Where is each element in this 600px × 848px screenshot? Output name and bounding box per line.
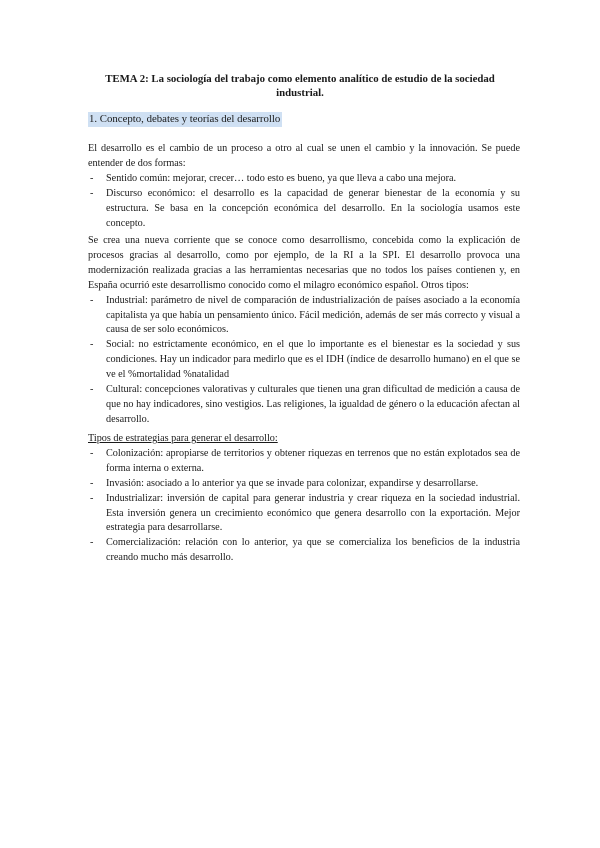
list-item: - Comercialización: relación con lo anterior, ya que se comercializa los beneficios de la industria creando mucho más desarrollo. [88,536,520,566]
list-item: - Industrializar: inversión de capital para generar industria y crear riqueza en la sociedad industrial. Esta inversión genera un crecimiento económico que genera desarrollo con la exportación. Mejor estrategia para desarrollarse. [88,492,520,537]
intro-paragraph: El desarrollo es el cambio de un proceso a otro al cual se unen el cambio y la innovación. Se puede entender de dos formas: [88,143,520,169]
list-item: - Social: no estrictamente económico, en el que lo importante es el bienestar es la sociedad y sus condiciones. Hay un indicador para medirlo que es el IDH (índice de desarrollo humano) en el que se ve el %mortalidad %natalidad [88,338,520,383]
desarrollismo-paragraph: Se crea una nueva corriente que se conoce como desarrollismo, concebida como la explicación de procesos gracias al desarrollo, como por ejemplo, de la RI a la SPI. El desarrollo provoca una modernización realizada gracias a las herramientas necesarias que no todos los países contienen y, en España ocurrió este desarrollismo conocido como el milagro económico español. Otros tipos: [88,235,520,291]
list-item: - Industrial: parámetro de nivel de comparación de industrialización de países asociado a la economía capitalista ya que había un pensamiento único. Fácil medición, además de ser más correcto y visual a causa de ser solo económicos. [88,294,520,339]
intro-list [88,172,520,232]
list-item: - Cultural: concepciones valorativas y culturales que tienen una gran dificultad de medición a causa de que no hay indicadores, sino vestigios. Las religiones, la igualdad de género o la educación afectan al desarrollo. [88,383,520,428]
section-heading-highlighted: 1. Concepto, debates y teorías del desarrollo [89,113,281,125]
list-item: - Sentido común: mejorar, crecer… todo esto es bueno, ya que lleva a cabo una mejora. [88,172,520,187]
desarrollismo-block [88,234,520,428]
list-item: - Discurso económico: el desarrollo es la capacidad de generar bienestar de la economía y su estructura. Se basa en la concepción económica del desarrollo. En la sociología usamos este concepto. [88,187,520,232]
document-title: TEMA 2: La sociología del trabajo como elemento analítico de estudio de la sociedad industrial. [105,73,495,99]
estrategias-block [88,432,520,566]
list-item: - Colonización: apropiarse de territorios y obtener riquezas en terrenos que no están explotados sea de forma interna o externa. [88,447,520,477]
estrategias-list [88,447,520,566]
desarrollo-types-list [88,294,520,428]
estrategias-heading: Tipos de estrategias para generar el desarrollo: [88,433,278,444]
list-item: - Invasión: asociado a lo anterior ya que se invade para colonizar, expandirse y desarrollarse. [88,477,520,492]
intro-block [88,142,520,231]
